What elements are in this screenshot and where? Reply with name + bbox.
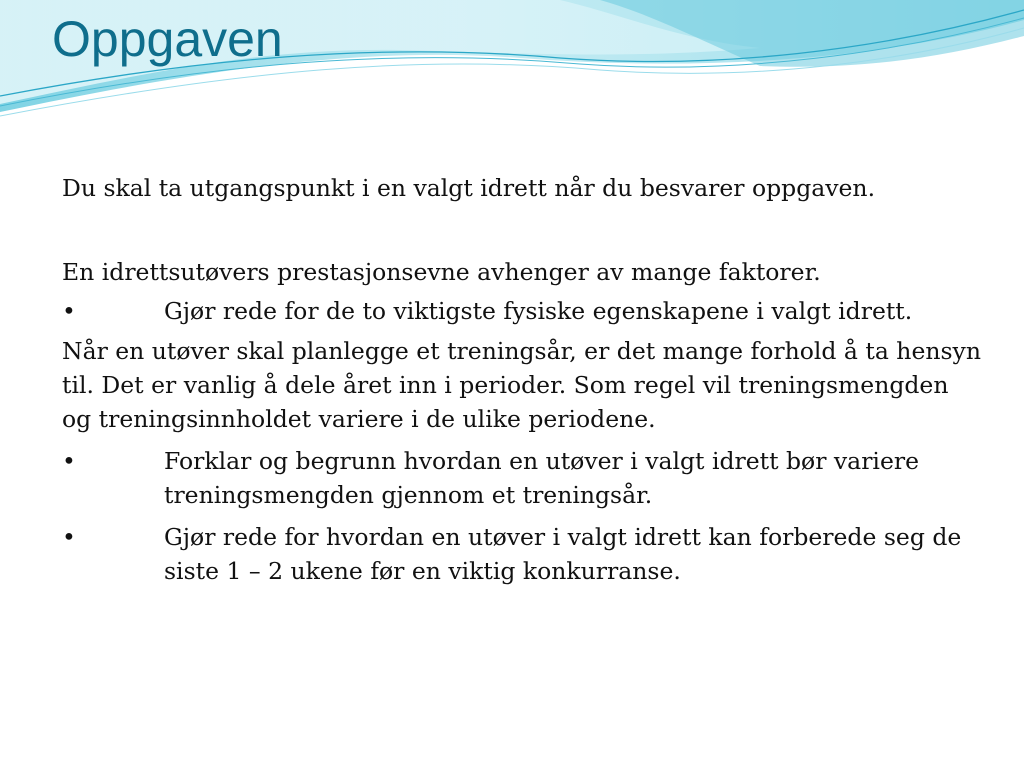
planning-paragraph: Når en utøver skal planlegge et treningsår, er det mange forhold å ta hensyn til. Det er vanlig å dele året inn i perioder. Som regel vil treningsmengden og treningsinnholdet variere i de ulike periodene. — [62, 337, 981, 433]
bullet-item — [62, 520, 982, 588]
factors-paragraph: En idrettsutøvers prestasjonsevne avhenger av mange faktorer. — [62, 258, 821, 286]
bullet-item — [62, 444, 982, 512]
intro-paragraph: Du skal ta utgangspunkt i en valgt idrett når du besvarer oppgaven. — [62, 174, 876, 202]
bullet-item — [62, 294, 982, 328]
bullet-text: Gjør rede for hvordan en utøver i valgt idrett kan forberede seg de siste 1 – 2 ukene før en viktig konkurranse. — [164, 523, 962, 585]
bullet-icon: • — [62, 523, 76, 551]
bullet-icon: • — [62, 297, 76, 325]
bullet-text: Forklar og begrunn hvordan en utøver i valgt idrett bør variere treningsmengden gjennom et treningsår. — [164, 447, 919, 509]
bullet-icon: • — [62, 447, 76, 475]
slide-body — [62, 171, 982, 588]
bullet-text: Gjør rede for de to viktigste fysiske egenskapene i valgt idrett. — [164, 297, 913, 325]
slide-title: Oppgaven — [52, 11, 283, 67]
